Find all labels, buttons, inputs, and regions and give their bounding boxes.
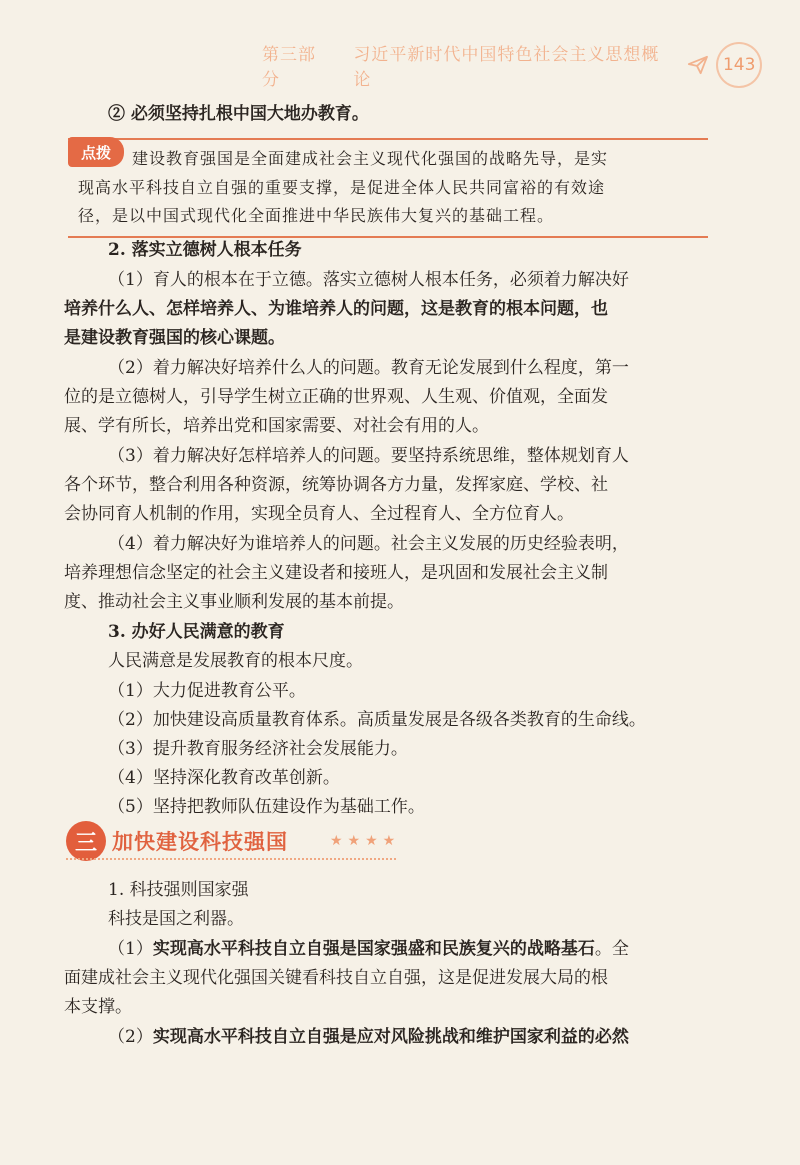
tech-p1-bold: 实现高水平科技自立自强是国家强盛和民族复兴的战略基石: [152, 939, 595, 959]
item3-intro: 人民满意是发展教育的根本尺度。: [108, 651, 363, 671]
item3-list-item-4: （4）坚持深化教育改革创新。: [108, 768, 340, 788]
item3-list-item-5: （5）坚持把教师队伍建设作为基础工作。: [108, 797, 425, 817]
item2-p3-line3: 会协同育人机制的作用，实现全员育人、全过程育人、全方位育人。: [64, 504, 574, 524]
importance-stars: ★★★★: [330, 833, 401, 849]
header-part: 第三部分: [262, 45, 316, 90]
header-title: 习近平新时代中国特色社会主义思想概论: [353, 45, 660, 90]
tech-p2-bold: 实现高水平科技自立自强是应对风险挑战和维护国家利益的必然: [152, 1027, 629, 1047]
tech-intro: 科技是国之利器。: [108, 909, 244, 929]
tip-badge: 点拨: [68, 137, 124, 167]
tech-p2-line1: [108, 1027, 629, 1047]
paper-plane-icon: [687, 54, 709, 76]
section-title: 加快建设科技强国: [112, 830, 288, 854]
item2-p4-line3: 度、推动社会主义事业顺利发展的基本前提。: [64, 592, 404, 612]
item3-list-item-3: （3）提升教育服务经济社会发展能力。: [108, 739, 408, 759]
item3-list-item-2: （2）加快建设高质量教育体系。高质量发展是各级各类教育的生命线。: [108, 710, 646, 730]
tech-p1-lead: （1）: [108, 939, 153, 959]
page-header: [262, 40, 762, 90]
item2-p2-line3: 展、学有所长，培养出党和国家需要、对社会有用的人。: [64, 416, 489, 436]
tip-line-1: 建设教育强国是全面建成社会主义现代化强国的战略先导，是实: [132, 149, 609, 168]
tech-p1-line3: 本支撑。: [64, 997, 132, 1017]
tip-line-3: 径，是以中国式现代化全面推进中华民族伟大复兴的基础工程。: [78, 206, 555, 225]
section-number-badge: 三: [66, 821, 106, 861]
item2-p2-line2: 位的是立德树人，引导学生树立正确的世界观、人生观、价值观，全面发: [64, 387, 608, 407]
item2-p3-line2: 各个环节，整合利用各种资源，统筹协调各方力量，发挥家庭、学校、社: [64, 475, 608, 495]
item2-p1-line2: 培养什么人、怎样培养人、为谁培养人的问题，这是教育的根本问题，也: [64, 299, 608, 319]
item2-heading: 2. 落实立德树人根本任务: [108, 240, 302, 260]
item2-p3-line1: （3）着力解决好怎样培养人的问题。要坚持系统思维，整体规划育人: [108, 446, 629, 466]
item3-heading: 3. 办好人民满意的教育: [108, 622, 285, 642]
sub-point: ② 必须坚持扎根中国大地办教育。: [108, 104, 369, 124]
item2-p1-line1: （1）育人的根本在于立德。落实立德树人根本任务，必须着力解决好: [108, 270, 629, 290]
tech-p1-line2: 面建成社会主义现代化强国关键看科技自立自强，这是促进发展大局的根: [64, 968, 608, 988]
item2-p1-line3: 是建设教育强国的核心课题。: [64, 328, 285, 348]
section-underline: [66, 858, 396, 860]
page-number: 143: [716, 42, 762, 88]
item2-p4-line1: （4）着力解决好为谁培养人的问题。社会主义发展的历史经验表明，: [108, 534, 629, 554]
tech-p2-lead: （2）: [108, 1027, 153, 1047]
item2-p2-line1: （2）着力解决好培养什么人的问题。教育无论发展到什么程度，第一: [108, 358, 629, 378]
item3-list-item-1: （1）大力促进教育公平。: [108, 681, 306, 701]
tech-heading: 1. 科技强则国家强: [108, 880, 249, 900]
item2-p4-line2: 培养理想信念坚定的社会主义建设者和接班人，是巩固和发展社会主义制: [64, 563, 608, 583]
tech-p1-line1: [108, 939, 629, 959]
tech-p1-rest: 。全: [594, 939, 629, 959]
tip-line-2: 现高水平科技自立自强的重要支撑，是促进全体人民共同富裕的有效途: [78, 178, 606, 197]
